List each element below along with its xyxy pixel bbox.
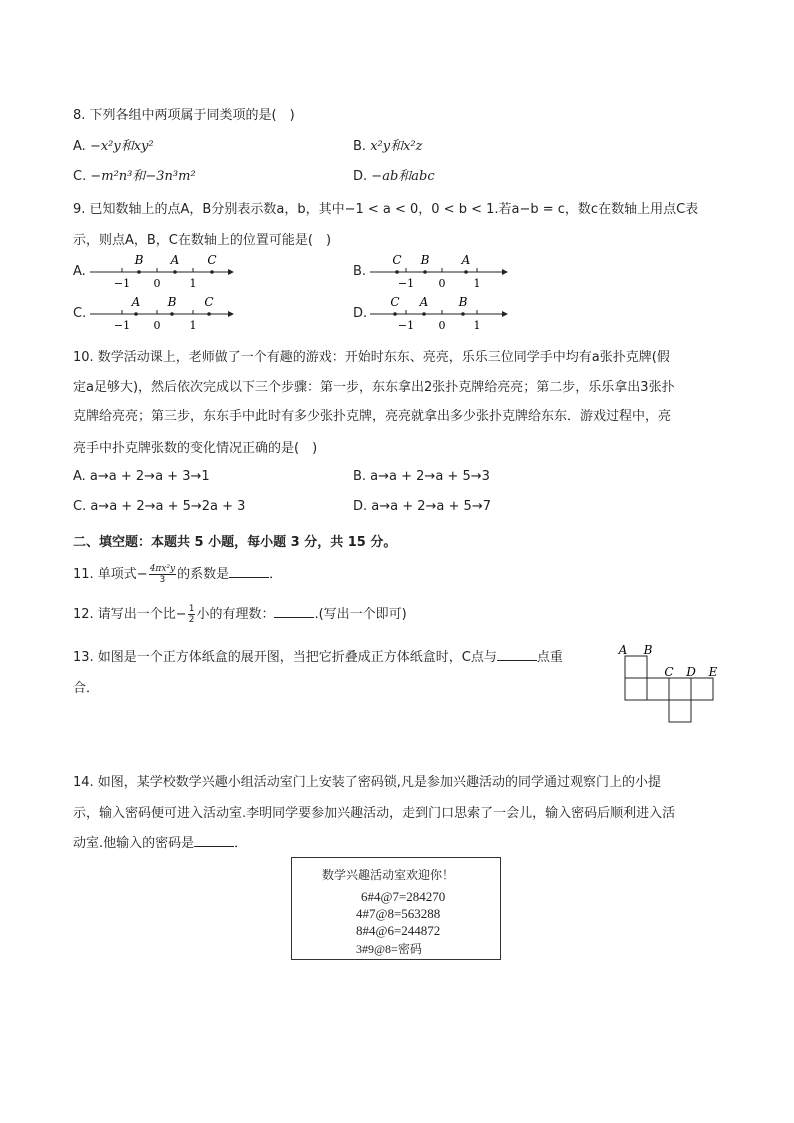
q9-a-point-1: B <box>134 253 144 267</box>
q14-box-title: 数学兴趣活动室欢迎你！ <box>322 868 455 882</box>
q14-stem-line-2: 示，输入密码便可进入活动室.李明同学要参加兴趣活动，走到门口思索了一会儿，输入密码后顺利进入活 <box>73 806 676 821</box>
q13-label-b: B <box>643 643 653 657</box>
q9-b-point-1: C <box>392 253 402 267</box>
q9-a-tick-3: 1 <box>189 277 197 290</box>
q9-b-point-2: B <box>420 253 430 267</box>
q10-stem-line-2: 定a足够大)，然后依次完成以下三个步骤：第一步，东东拿出2张扑克牌给亮亮；第二步，乐乐拿出3张扑 <box>73 380 675 395</box>
q13-line-1: 13. 如图是一个正方体纸盒的展开图，当把它折叠成正方体纸盒时，C点与 点重 <box>73 650 563 665</box>
q14-answer-blank[interactable] <box>194 834 234 847</box>
q9-d-tick-1: −1 <box>397 319 415 332</box>
q14-box-row-3: 8#4@6=244872 <box>356 923 441 938</box>
section-2-title: 二、填空题：本题共 5 小题，每小题 3 分，共 15 分。 <box>73 535 397 550</box>
q9-d-tick-3: 1 <box>473 319 481 332</box>
q8-stem: 8. 下列各组中两项属于同类项的是( ) <box>73 108 295 123</box>
q13-label-a: A <box>618 643 628 657</box>
q10-option-d: D. a→a + 2→a + 5→7 <box>353 499 491 514</box>
q9-a-point-2: A <box>170 253 180 267</box>
q13-label-e: E <box>708 665 718 679</box>
q10-option-a: A. a→a + 2→a + 3→1 <box>73 469 210 484</box>
q8-option-d: D. −ab和abc <box>353 169 435 184</box>
q13-label-c: C <box>664 665 674 679</box>
q8-option-c: C. −m²n³和−3n³m² <box>73 169 196 184</box>
q9-b-tick-3: 1 <box>473 277 481 290</box>
q13-cube-net-figure <box>614 640 724 728</box>
q14-box-row-2: 4#7@8=563288 <box>356 906 441 921</box>
q14-stem-line-1: 14. 如图，某学校数学兴趣小组活动室门上安装了密码锁,凡是参加兴趣活动的同学通过观察门上的小提 <box>73 775 661 790</box>
q14-box-row-1: 6#4@7=284270 <box>361 889 446 904</box>
q9-b-tick-2: 0 <box>438 277 446 290</box>
q14-password-hint-box <box>291 857 501 960</box>
q11-answer-blank[interactable] <box>229 565 269 578</box>
q13-line-2: 合． <box>73 681 100 696</box>
q9-stem-line-2: 示，则点A，B，C在数轴上的位置可能是( ) <box>73 233 332 248</box>
q9-c-tick-3: 1 <box>189 319 197 332</box>
q8-option-a: A. −x²y和xy² <box>73 139 154 154</box>
q11-line: 11. 单项式− $\frac{\text{4πx²y}}{3}$ 的系数是 ． <box>73 564 283 585</box>
q9-a-tick-1: −1 <box>113 277 131 290</box>
q9-d-point-1: C <box>390 295 400 309</box>
q10-option-c: C. a→a + 2→a + 5→2a + 3 <box>73 499 246 514</box>
q9-option-d-label: D. <box>353 306 368 321</box>
q14-box-row-4: 3#9@8=密码 <box>356 942 422 956</box>
q9-a-point-3: C <box>207 253 217 267</box>
q9-c-tick-1: −1 <box>113 319 131 332</box>
q9-a-tick-2: 0 <box>153 277 161 290</box>
q9-c-point-3: C <box>204 295 214 309</box>
q14-stem-line-3: 动室.他输入的密码是 ． <box>73 836 248 851</box>
q9-number-line-a <box>88 250 238 292</box>
q10-stem-line-4: 亮手中扑克牌张数的变化情况正确的是( ) <box>73 441 318 456</box>
q8-option-b: B. x²y和x²z <box>353 139 423 154</box>
q9-d-tick-2: 0 <box>438 319 446 332</box>
q9-number-line-d <box>368 292 518 334</box>
q12-line: 12. 请写出一个比− $\frac{1}{2}$ 小的有理数： .(写出一个即可) <box>73 604 407 625</box>
q13-label-d: D <box>686 665 696 679</box>
q9-option-b-label: B. <box>353 264 367 279</box>
q9-d-point-2: A <box>419 295 429 309</box>
q10-option-b: B. a→a + 2→a + 5→3 <box>353 469 490 484</box>
q9-option-c-label: C. <box>73 306 87 321</box>
q9-c-tick-2: 0 <box>153 319 161 332</box>
q9-b-tick-1: −1 <box>397 277 415 290</box>
q9-number-line-b <box>368 250 518 292</box>
q9-stem-line-1: 9. 已知数轴上的点A，B分别表示数a，b，其中−1 < a < 0，0 < b < 1.若a−b = c，数c在数轴上用点C表 <box>73 202 699 217</box>
q9-c-point-2: B <box>167 295 177 309</box>
q9-c-point-1: A <box>131 295 141 309</box>
q10-stem-line-3: 克牌给亮亮；第三步，东东手中此时有多少张扑克牌，亮亮就拿出多少张扑克牌给东东．游戏过程中，亮 <box>73 409 672 424</box>
q9-b-point-3: A <box>461 253 471 267</box>
q10-stem-line-1: 10. 数学活动课上，老师做了一个有趣的游戏：开始时东东、亮亮，乐乐三位同学手中均有a张扑克牌(假 <box>73 350 670 365</box>
q13-answer-blank[interactable] <box>497 648 537 661</box>
q9-option-a-label: A. <box>73 264 86 279</box>
q12-answer-blank[interactable] <box>274 605 314 618</box>
q9-d-point-3: B <box>458 295 468 309</box>
q9-number-line-c <box>88 292 238 334</box>
